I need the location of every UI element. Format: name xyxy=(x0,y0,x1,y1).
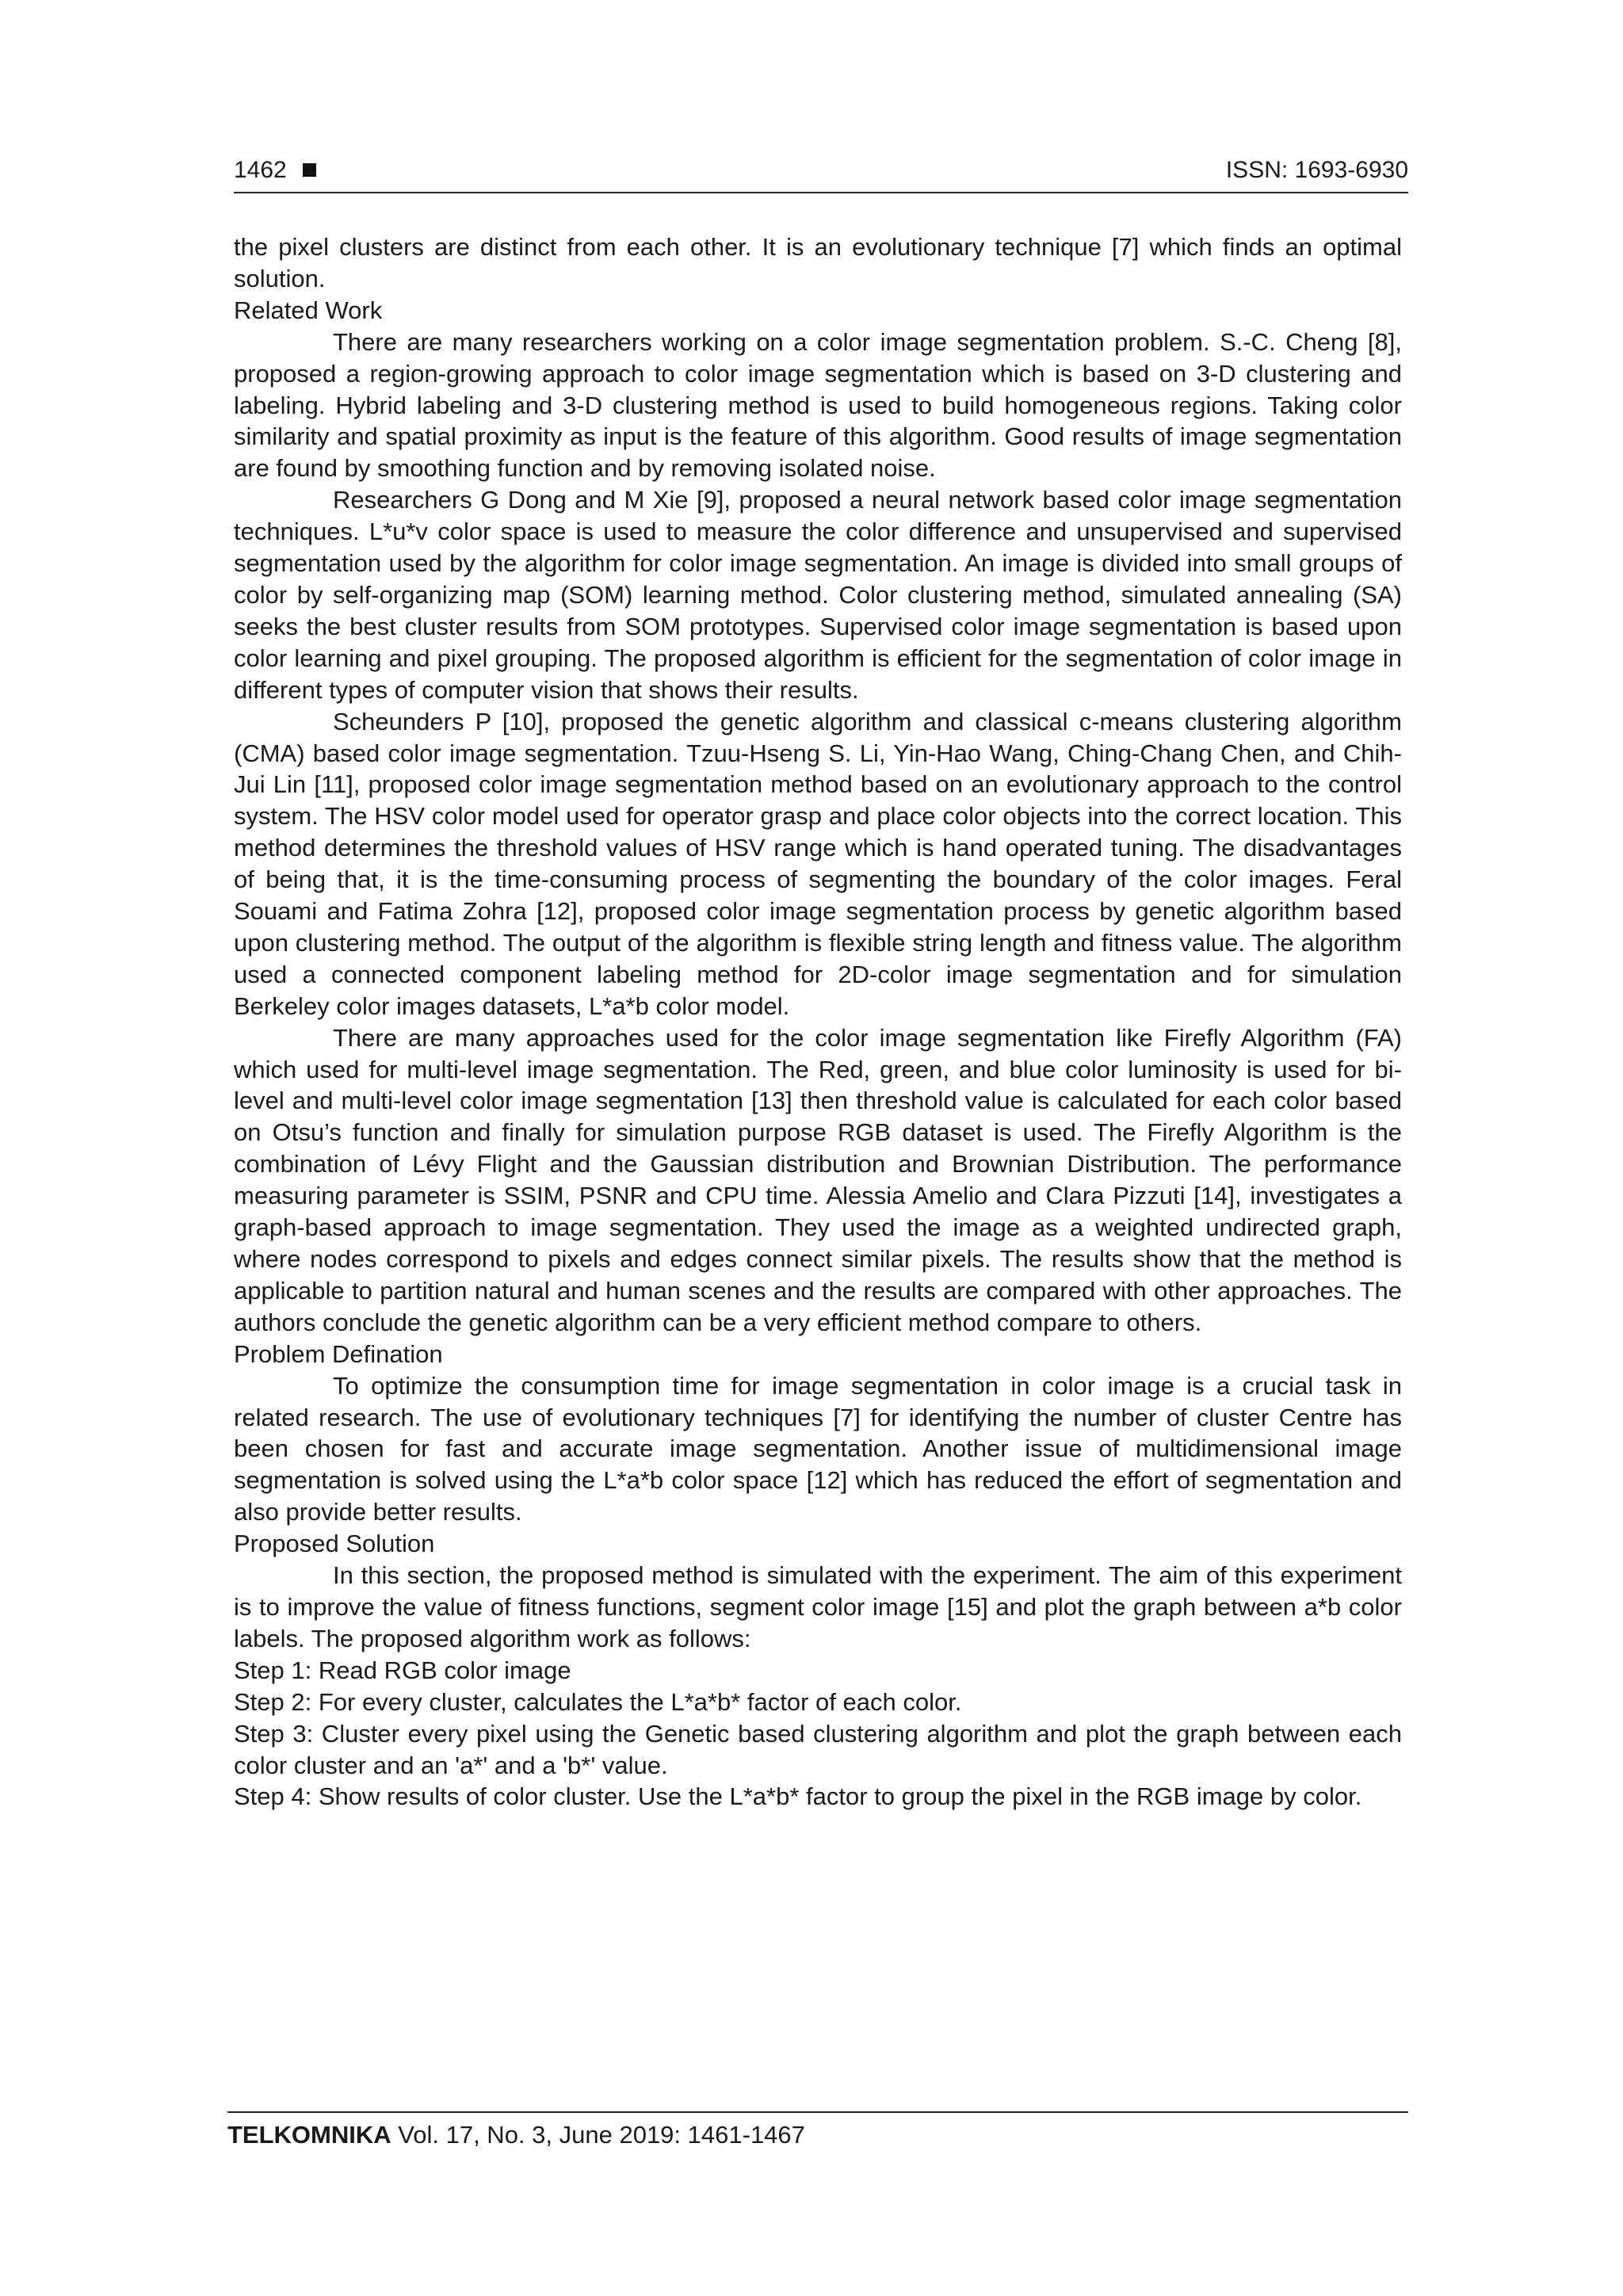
step-2: Step 2: For every cluster, calculates the L*a*b* factor of each color. xyxy=(234,1687,962,1716)
step-3: Step 3: Cluster every pixel using the Genetic based clustering algorithm and plot the graph between each color cluster and an 'a*' and a 'b*' value. xyxy=(234,1719,1402,1779)
related-work-paragraph-3: Scheunders P [10], proposed the genetic algorithm and classical c-means clustering algorithm (CMA) based color image segmentation. Tzuu-Hseng S. Li, Yin-Hao Wang, Ching-Chang Chen, and Chih-Jui Lin [11], proposed color image segmentation method based on an evolutionary approach to the control system. The HSV color model used for operator grasp and place color objects into the correct location. This method determines the threshold values of HSV range which is hand operated tuning. The disadvantages of being that, it is the time-consuming process of segmenting the boundary of the color images. Feral Souami and Fatima Zohra [12], proposed color image segmentation process by genetic algorithm based upon clustering method. The output of the algorithm is flexible string length and fitness value. The algorithm used a connected component labeling method for 2D-color image segmentation and for simulation Berkeley color images datasets, L*a*b color model. xyxy=(234,707,1402,1020)
problem-definition-paragraph: To optimize the consumption time for image segmentation in color image is a crucial task in related research. The use of evolutionary techniques [7] for identifying the number of cluster Centre has been chosen for fast and accurate image segmentation. Another issue of multidimensional image segmentation is solved using the L*a*b color space [12] which has reduced the effort of segmentation and also provide better results. xyxy=(234,1371,1402,1526)
page-footer xyxy=(227,2111,1408,2149)
page-number-group xyxy=(234,157,316,184)
related-work-paragraph-4: There are many approaches used for the color image segmentation like Firefly Algorithm (FA) which used for multi-level image segmentation. The Red, green, and blue color luminosity is used for bi-level and multi-level color image segmentation [13] then threshold value is calculated for each color based on Otsu’s function and finally for simulation purpose RGB dataset is used. The Firefly Algorithm is the combination of Lévy Flight and the Gaussian distribution and Brownian Distribution. The performance measuring parameter is SSIM, PSNR and CPU time. Alessia Amelio and Clara Pizzuti [14], investigates a graph-based approach to image segmentation. They used the image as a weighted undirected graph, where nodes correspond to pixels and edges connect similar pixels. The results show that the method is applicable to partition natural and human scenes and the results are compared with other approaches. The authors conclude the genetic algorithm can be a very efficient method compare to others. xyxy=(234,1023,1402,1336)
page-number: 1462 xyxy=(234,157,287,183)
issn-label: ISSN: 1693-6930 xyxy=(1225,157,1408,183)
journal-name: TELKOMNIKA xyxy=(227,2121,391,2149)
intro-paragraph: the pixel clusters are distinct from each other. It is an evolutionary technique [7] which finds an optimal solution. xyxy=(234,233,1402,292)
page-header xyxy=(234,155,1408,193)
proposed-solution-paragraph: In this section, the proposed method is simulated with the experiment. The aim of this experiment is to improve the value of fitness functions, segment color image [15] and plot the graph between a*b color labels. The proposed algorithm work as follows: xyxy=(234,1561,1402,1652)
problem-definition-heading: Problem Defination xyxy=(234,1339,443,1368)
related-work-paragraph-2: Researchers G Dong and M Xie [9], proposed a neural network based color image segmentation techniques. L*u*v color space is used to measure the color difference and unsupervised and supervised segmentation used by the algorithm for color image segmentation. An image is divided into small groups of color by self-organizing map (SOM) learning method. Color clustering method, simulated annealing (SA) seeks the best cluster results from SOM prototypes. Supervised color image segmentation is based upon color learning and pixel grouping. The proposed algorithm is efficient for the segmentation of color image in different types of computer vision that shows their results. xyxy=(234,486,1402,704)
step-1: Step 1: Read RGB color image xyxy=(234,1656,571,1684)
proposed-solution-heading: Proposed Solution xyxy=(234,1530,435,1558)
square-bullet-icon xyxy=(303,163,316,177)
step-4: Step 4: Show results of color cluster. Use the L*a*b* factor to group the pixel in the RGB image by color. xyxy=(234,1782,1362,1811)
related-work-heading: Related Work xyxy=(234,296,383,324)
related-work-paragraph-1: There are many researchers working on a color image segmentation problem. S.-C. Cheng [8], proposed a region-growing approach to color image segmentation which is based on 3-D clustering and labeling. Hybrid labeling and 3-D clustering method is used to build homogeneous regions. Taking color similarity and spatial proximity as input is the feature of this algorithm. Good results of image segmentation are found by smoothing function and by removing isolated noise. xyxy=(234,327,1402,483)
article-body xyxy=(234,231,1402,1813)
journal-citation: Vol. 17, No. 3, June 2019: 1461-1467 xyxy=(398,2121,805,2149)
